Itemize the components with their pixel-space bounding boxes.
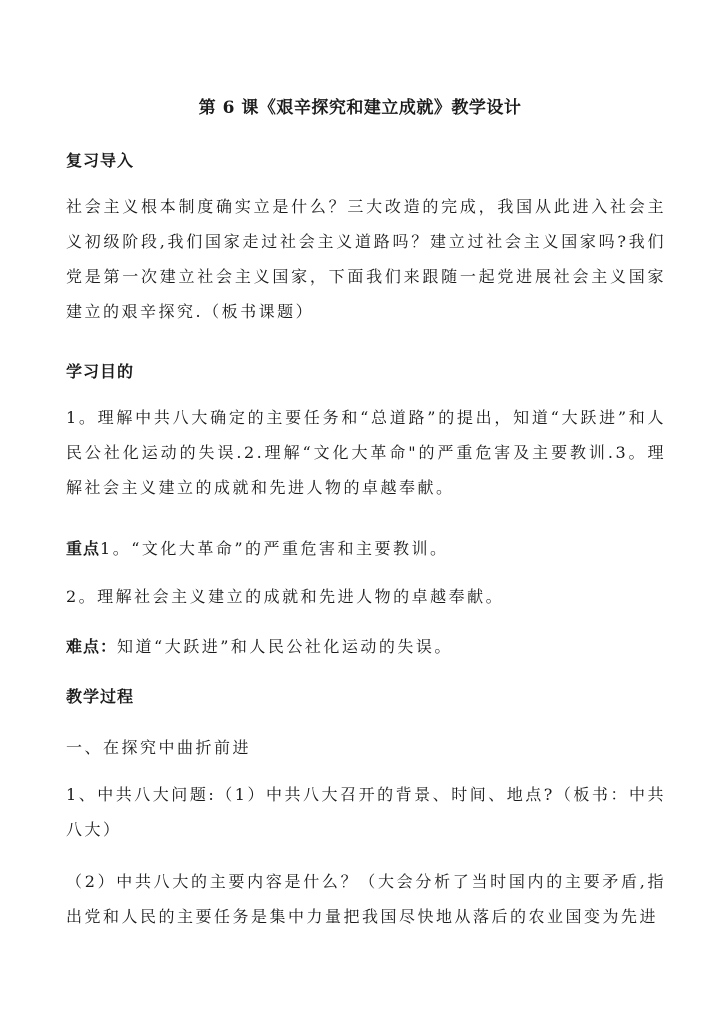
difficult-points-text: 知道“大跃进”和人民公社化运动的失误。: [117, 637, 453, 656]
process-item-2: （2）中共八大的主要内容是什么？（大会分析了当时国内的主要矛盾,指出党和人民的主要任务是集中力量把我国尽快地从落后的农业国变为先进: [66, 872, 666, 926]
process-section-1: 一、在探究中曲折前进: [66, 738, 252, 757]
objectives-paragraph: 1。理解中共八大确定的主要任务和“总道路”的提出，知道“大跃进”和人民公社化运动的失误.2.理解“文化大革命"的严重危害及主要教训.3。理解社会主义建立的成就和先进人物的卓越奉献。: [66, 408, 666, 497]
difficult-points-label: 难点：: [66, 637, 118, 656]
section-heading-review: 复习导入: [66, 151, 135, 170]
difficult-points-line: [66, 634, 666, 657]
document-title: 第 6 课《艰辛探究和建立成就》教学设计: [198, 98, 522, 118]
key-points-label: 重点: [66, 539, 101, 558]
review-paragraph: 社会主义根本制度确实立是什么？三大改造的完成，我国从此进入社会主义初级阶段,我们国家走过社会主义道路吗？建立过社会主义国家吗?我们党是第一次建立社会主义国家，下面我们来跟随一起党进展社会主义国家建立的艰辛探究.（板书课题）: [66, 197, 666, 321]
process-item-1: 1、中共八大问题:（1）中共八大召开的背景、时间、地点?（板书：中共八大）: [66, 785, 666, 839]
key-points-text: 1。“文化大革命”的严重危害和主要教训。: [100, 539, 449, 558]
section-heading-objectives: 学习目的: [66, 362, 135, 381]
section-heading-process: 教学过程: [66, 687, 135, 706]
key-points-line: [66, 536, 666, 559]
key-points-line-2: 2。理解社会主义建立的成就和先进人物的卓越奉献。: [66, 587, 505, 606]
